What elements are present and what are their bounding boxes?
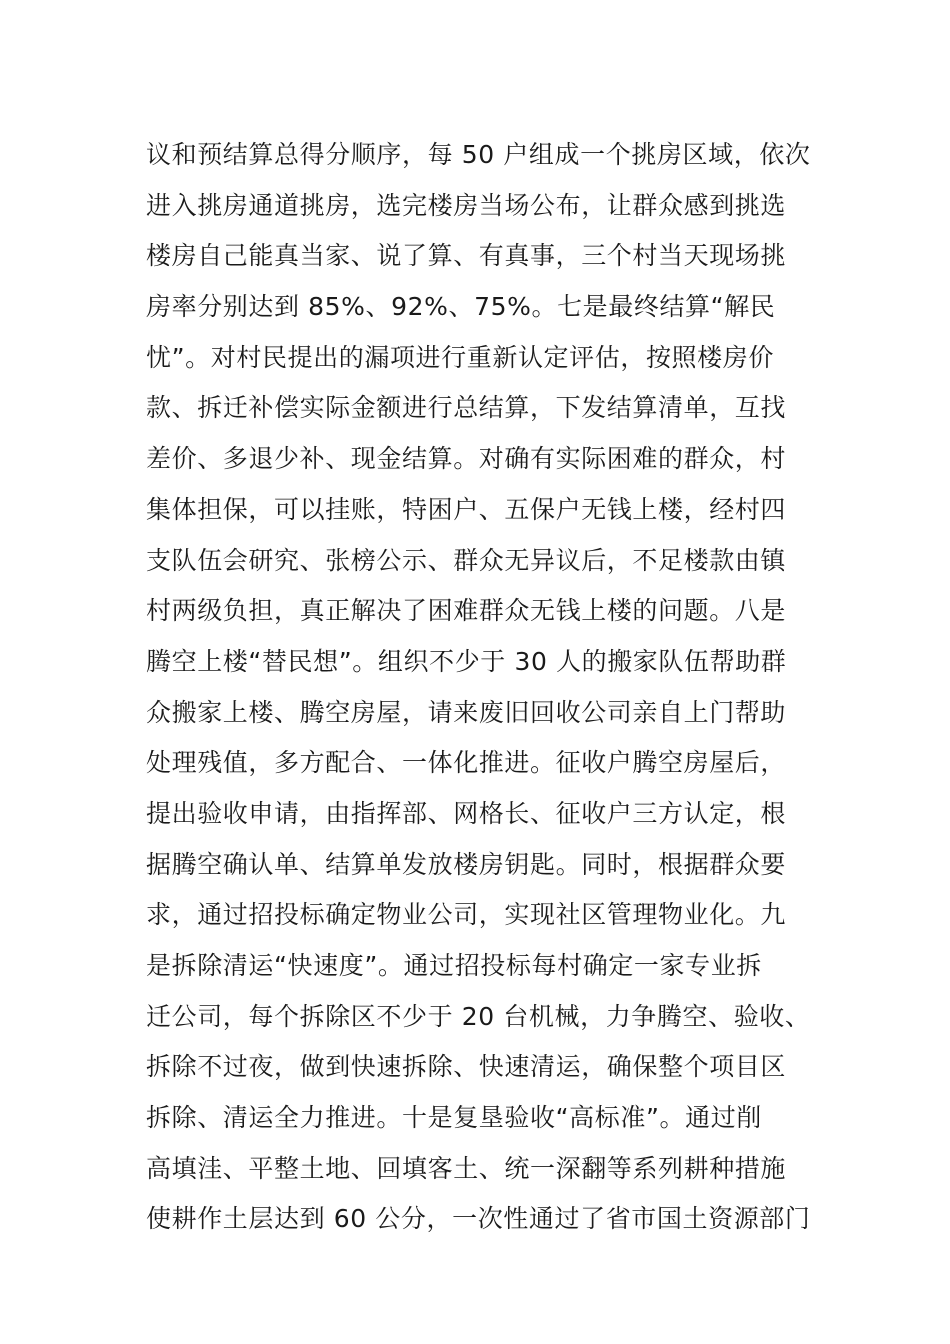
text-line: 款、拆迁补偿实际金额进行总结算，下发结算清单，互找	[146, 393, 787, 423]
text-line: 高填洼、平整土地、回填客土、统一深翻等系列耕种措施	[146, 1153, 787, 1183]
text-line: 议和预结算总得分顺序，每 50 户组成一个挑房区域，依次	[146, 140, 811, 169]
text-line: 众搬家上楼、腾空房屋，请来废旧回收公司亲自上门帮助	[146, 697, 787, 727]
text-line: 楼房自己能真当家、说了算、有真事，三个村当天现场挑	[146, 241, 787, 271]
text-line: 拆除、清运全力推进。十是复垦验收“高标准”。通过削	[146, 1103, 762, 1133]
text-line: 处理残值，多方配合、一体化推进。征收户腾空房屋后，	[146, 748, 787, 778]
text-line: 使耕作土层达到 60 公分，一次性通过了省市国土资源部门	[146, 1204, 811, 1234]
text-line: 集体担保，可以挂账，特困户、五保户无钱上楼，经村四	[146, 494, 787, 524]
text-line: 腾空上楼“替民想”。组织不少于 30 人的搬家队伍帮助群	[146, 646, 787, 676]
text-line: 进入挑房通道挑房，选完楼房当场公布，让群众感到挑选	[146, 190, 787, 220]
text-line: 村两级负担，真正解决了困难群众无钱上楼的问题。八是	[146, 596, 787, 626]
body-text	[146, 130, 826, 1245]
text-line: 差价、多退少补、现金结算。对确有实际困难的群众，村	[146, 444, 787, 474]
text-line: 拆除不过夜，做到快速拆除、快速清运，确保整个项目区	[146, 1052, 787, 1082]
text-line: 求，通过招投标确定物业公司，实现社区管理物业化。九	[146, 900, 787, 930]
text-line: 提出验收申请，由指挥部、网格长、征收户三方认定，根	[146, 798, 787, 828]
text-line: 迁公司，每个拆除区不少于 20 台机械，力争腾空、验收、	[146, 1001, 811, 1031]
text-line: 房率分别达到 85%、92%、75%。七是最终结算“解民	[146, 292, 776, 322]
text-line: 忧”。对村民提出的漏项进行重新认定评估，按照楼房价	[146, 342, 774, 372]
text-line: 支队伍会研究、张榜公示、群众无异议后，不足楼款由镇	[146, 545, 787, 575]
text-line: 是拆除清运“快速度”。通过招投标每村确定一家专业拆	[146, 951, 762, 980]
text-line: 据腾空确认单、结算单发放楼房钥匙。同时，根据群众要	[146, 849, 787, 879]
